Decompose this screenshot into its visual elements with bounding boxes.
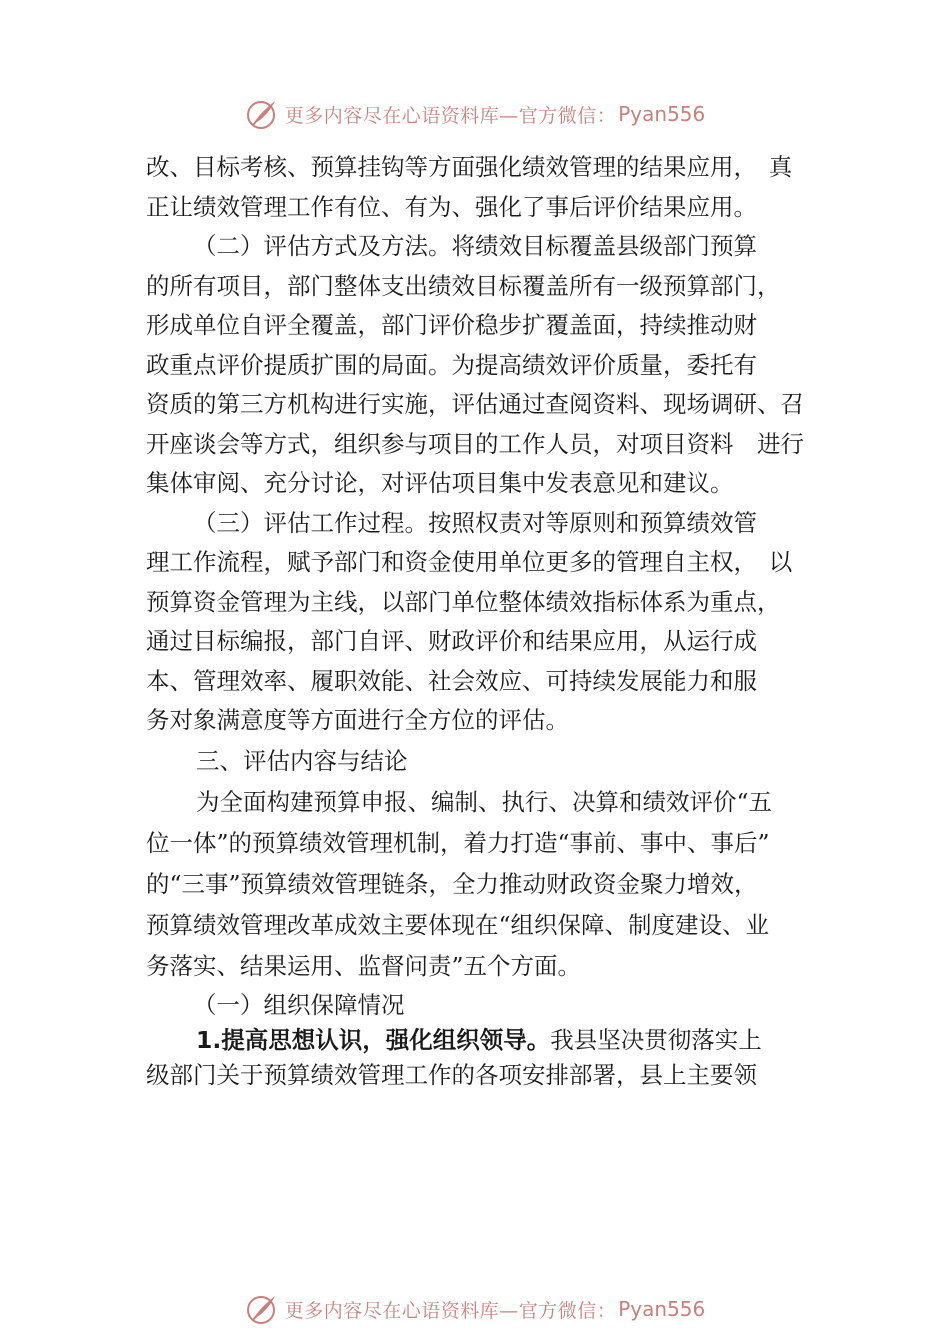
text-line: （三）评估工作过程。按照权责对等原则和预算绩效管 — [193, 508, 757, 537]
text-line: 预算绩效管理改革成效主要体现在“组织保障、制度建设、业 — [146, 910, 770, 939]
section-heading: 三、评估内容与结论 — [196, 746, 408, 775]
quill-logo-icon — [245, 97, 279, 131]
text-line: 资质的第三方机构进行实施，评估通过查阅资料、现场调研、召 — [146, 390, 804, 418]
text-line: 务对象满意度等方面进行全方位的评估。 — [146, 706, 569, 734]
text-line: 形成单位自评全覆盖，部门评价稳步扩覆盖面，持续推动财 — [146, 311, 757, 339]
bold-lead-in: 1.提高思想认识，强化组织领导。 — [196, 1025, 551, 1054]
text-line: 理工作流程，赋予部门和资金使用单位更多的管理自主权， 以 — [146, 548, 793, 576]
subsection-heading: （一）组织保障情况 — [193, 990, 405, 1019]
text-line: 政重点评价提质扩围的局面。为提高绩效评价质量，委托有 — [146, 350, 757, 379]
text-line — [146, 1023, 826, 1058]
watermark-text: 更多内容尽在心语资料库—官方微信： — [284, 1299, 617, 1322]
watermark-text: 更多内容尽在心语资料库—官方微信： — [284, 104, 617, 127]
quill-logo-icon — [245, 1292, 279, 1326]
text-line: 集体审阅、充分讨论，对评估项目集中发表意见和建议。 — [146, 469, 734, 497]
header-watermark — [0, 94, 950, 134]
text-line: 务落实、结果运用、监督问责”五个方面。 — [146, 951, 582, 980]
text-line: 位一体”的预算绩效管理机制，着力打造“事前、事中、事后” — [146, 828, 770, 857]
text-line: 的“三事”预算绩效管理链条，全力推动财政资金聚力增效， — [146, 869, 758, 898]
text-line: 开座谈会等方式，组织参与项目的工作人员，对项目资料 进行 — [146, 429, 804, 458]
text-line: 通过目标编报，部门自评、财政评价和结果应用，从运行成 — [146, 627, 757, 655]
text-line: 的所有项目，部门整体支出绩效目标覆盖所有一级预算部门， — [146, 271, 781, 300]
text-line: 为全面构建预算申报、编制、执行、决算和绩效评价“五 — [196, 787, 773, 816]
text-line-rest: 我县坚决贯彻落实上 — [550, 1025, 762, 1054]
text-line: 预算资金管理为主线，以部门单位整体绩效指标体系为重点， — [146, 587, 781, 616]
text-line: 正让绩效管理工作有位、有为、强化了事后评价结果应用。 — [146, 192, 757, 221]
document-body — [146, 148, 826, 1093]
text-line: 本、管理效率、履职效能、社会效应、可持续发展能力和服 — [146, 666, 757, 695]
watermark-wechat-id: Pyan556 — [618, 102, 706, 126]
watermark-wechat-id: Pyan556 — [618, 1297, 706, 1321]
text-line: 改、目标考核、预算挂钩等方面强化绩效管理的结果应用， 真 — [146, 153, 793, 181]
text-line: 级部门关于预算绩效管理工作的各项安排部署，县上主要领 — [146, 1060, 757, 1089]
text-line: （二）评估方式及方法。将绩效目标覆盖县级部门预算 — [193, 232, 757, 260]
footer-watermark — [0, 1289, 950, 1329]
